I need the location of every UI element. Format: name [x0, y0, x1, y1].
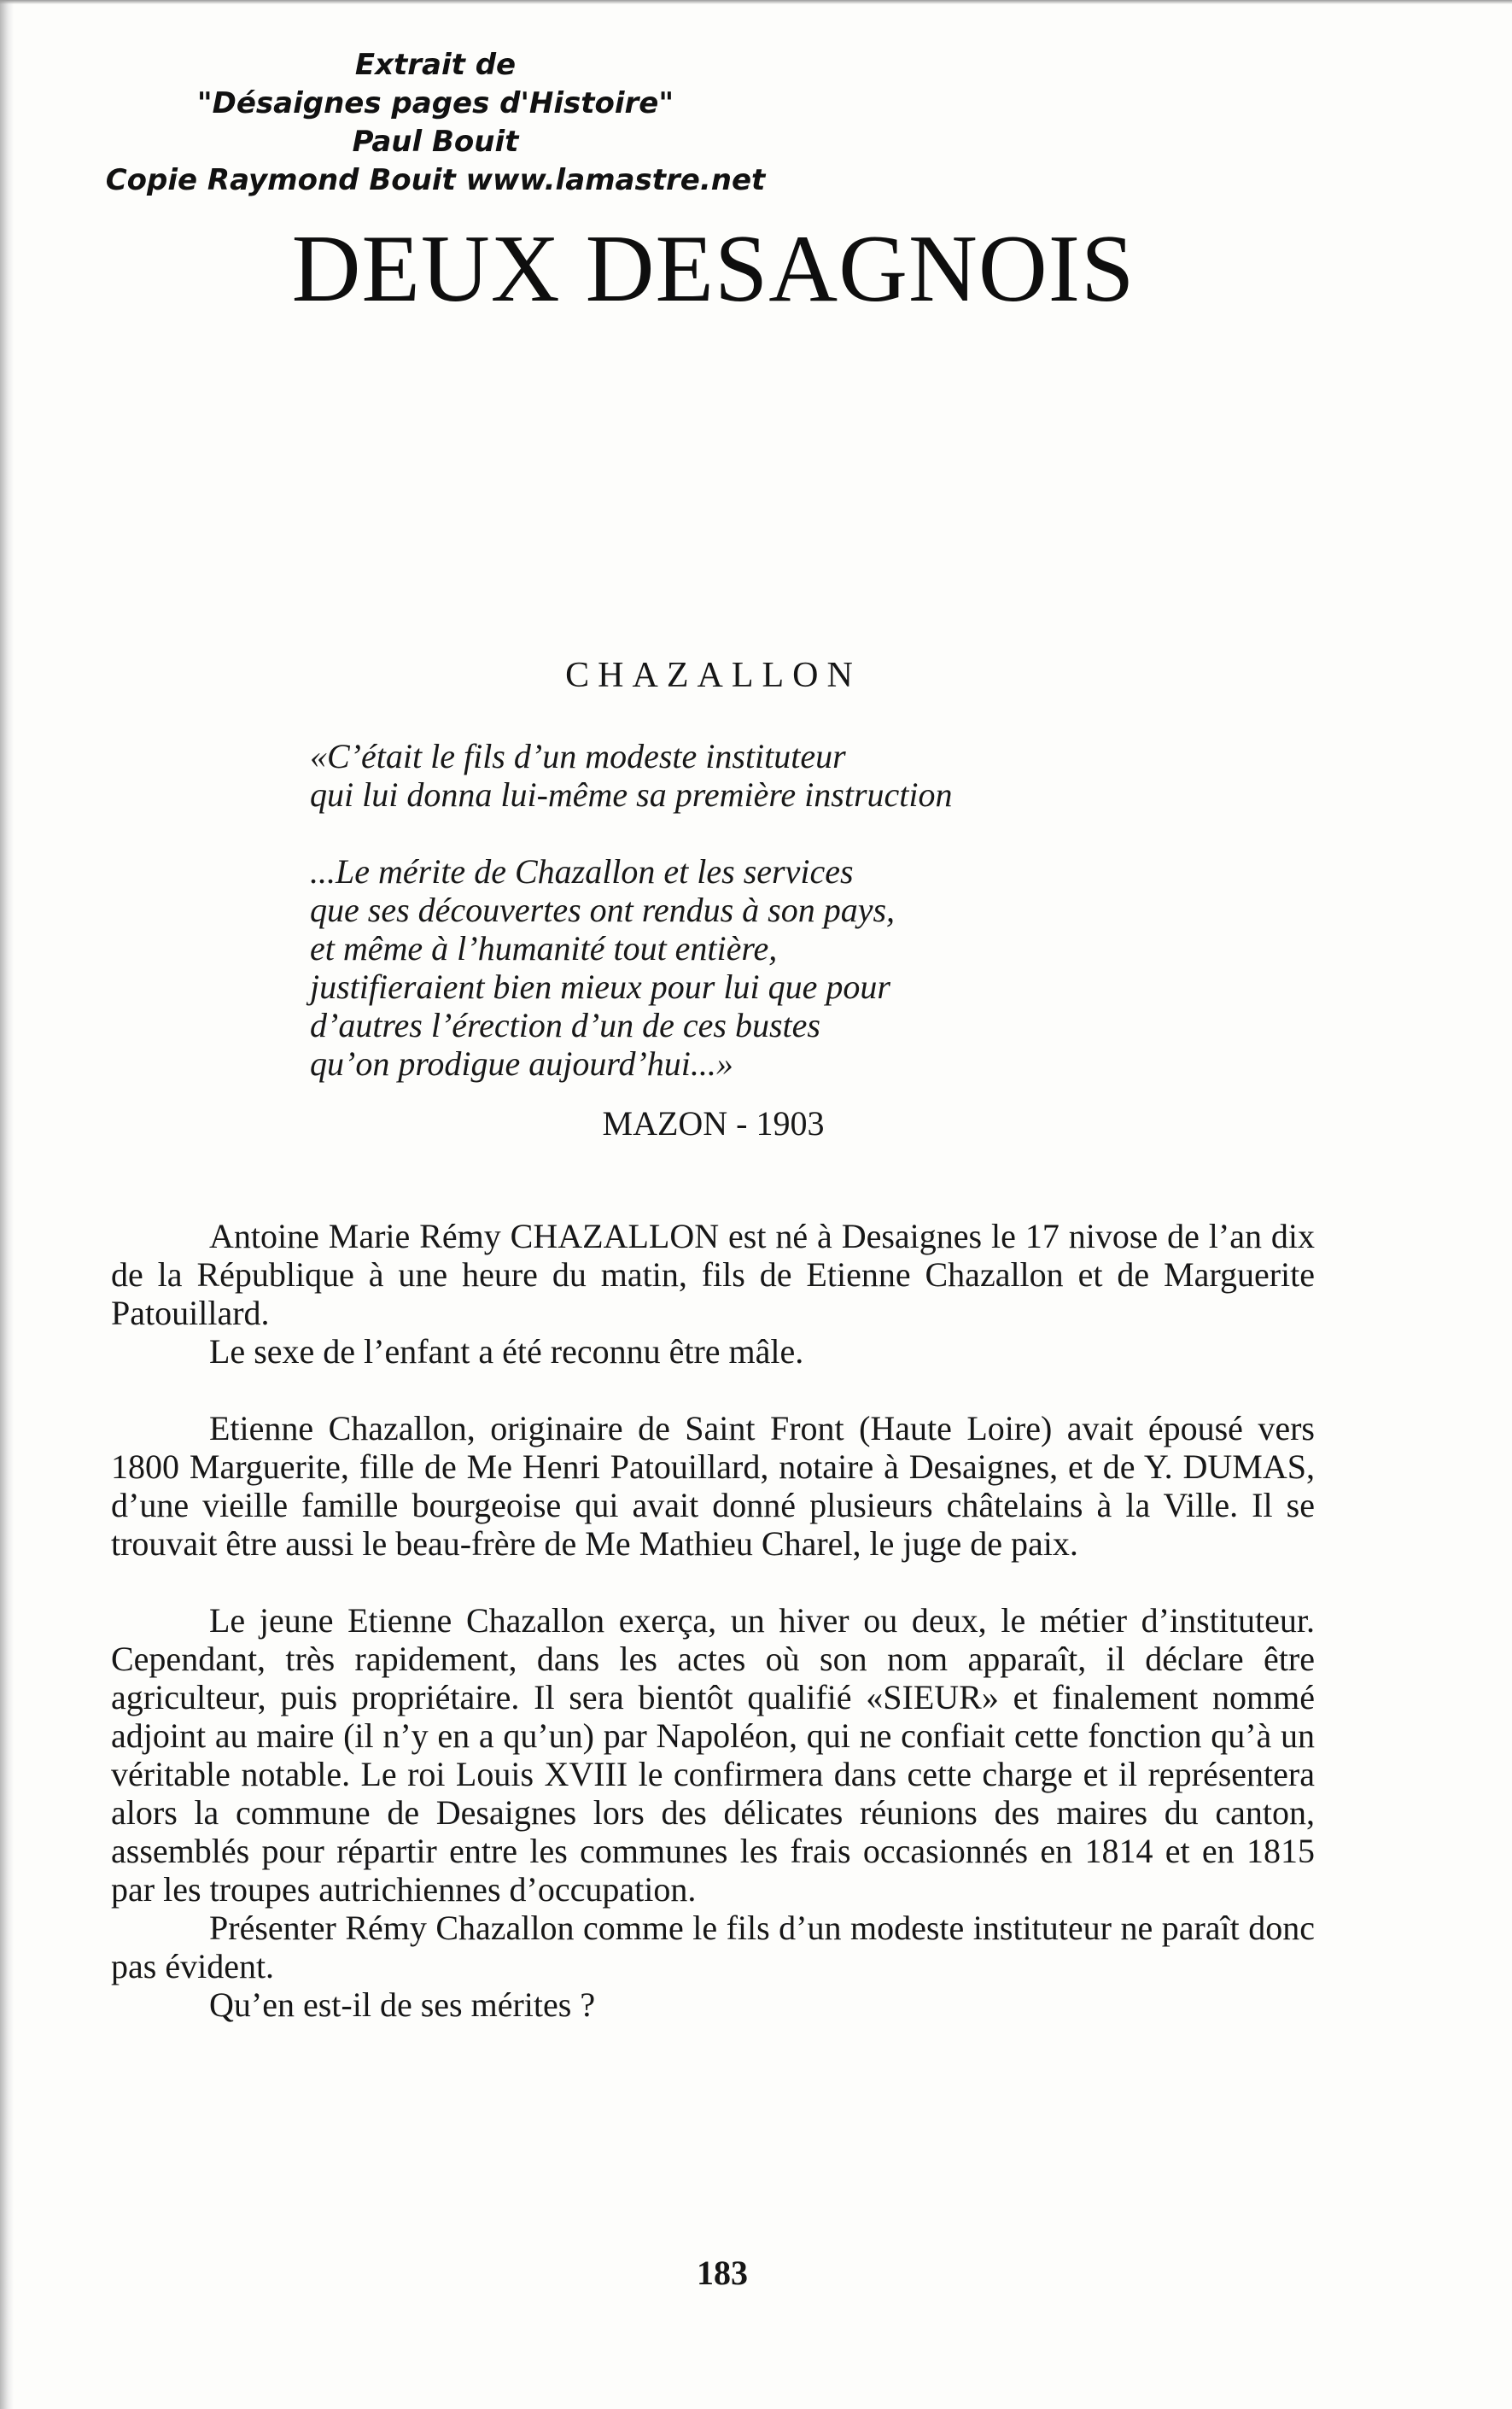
epigraph-line: qui lui donna lui-même sa première instruction — [310, 775, 953, 814]
epigraph-line: que ses découvertes ont rendus à son pays, — [310, 891, 896, 929]
credit-line-extract: Extrait de — [354, 48, 517, 82]
paragraph-parents: Etienne Chazallon, originaire de Saint Front (Haute Loire) avait épousé vers 1800 Marguerite, fille de Me Henri Patouillard, notaire à Desaignes, et de Y. DUMAS, d’une vieille famille bourgeoise qui avait donné plusieurs châtelains à la Ville. Il se trouvait être aussi le beau-frère de Me Mathieu Charel, le juge de paix. — [111, 1409, 1315, 1563]
credit-line-book-title: "Désaignes pages d'Histoire" — [196, 86, 674, 120]
page-title: DEUX DESAGNOIS — [291, 216, 1135, 322]
paragraph-birth: Antoine Marie Rémy CHAZALLON est né à Desaignes le 17 nivose de l’an dix de la République à une heure du matin, fils de Etienne Chazallon et de Marguerite Patouillard. — [111, 1217, 1315, 1332]
epigraph-line: qu’on prodigue aujourd’hui...» — [310, 1044, 733, 1083]
page-top-shadow — [0, 0, 1512, 4]
section-heading: CHAZALLON — [565, 656, 861, 695]
epigraph-quote — [310, 737, 1164, 1083]
paragraph-father-career: Le jeune Etienne Chazallon exerça, un hiver ou deux, le métier d’instituteur. Cependant, très rapidement, dans les actes où son nom apparaît, il déclare être agriculteur, puis propriétaire. Il sera bientôt qualifié «SIEUR» et finalement nommé adjoint au maire (il n’y en a qu’un) par Napoléon, qui ne confiait cette fonction qu’à un véritable notable. Le roi Louis XVIII le confirmera dans cette charge et il représentera alors la commune de Desaignes lors des délicates réunions des maires du canton, assemblés pour répartir entre les communes les frais occasionnés en 1814 et en 1815 par les troupes autrichiennes d’occupation. — [111, 1601, 1315, 1909]
epigraph-line: et même à l’humanité tout entière, — [310, 929, 778, 968]
epigraph-line: «C’était le fils d’un modeste instituteur — [310, 737, 846, 775]
credit-line-copy: Copie Raymond Bouit www.lamastre.net — [105, 163, 766, 197]
source-credits — [34, 46, 837, 200]
epigraph-line: ...Le mérite de Chazallon et les services — [310, 852, 854, 891]
paragraph-merits: Qu’en est-il de ses mérites ? — [209, 1985, 596, 2024]
paragraph-question: Présenter Rémy Chazallon comme le fils d’un modeste instituteur ne paraît donc pas évident. — [111, 1909, 1315, 1985]
epigraph-line: justifieraient bien mieux pour lui que pour — [310, 968, 890, 1006]
epigraph-line: d’autres l’érection d’un de ces bustes — [310, 1006, 820, 1044]
epigraph-attribution: MAZON - 1903 — [602, 1104, 825, 1143]
page-number: 183 — [697, 2254, 748, 2292]
stanza-gap — [310, 814, 1164, 852]
paragraph-sex: Le sexe de l’enfant a été reconnu être mâle. — [209, 1332, 804, 1371]
credit-line-author: Paul Bouit — [352, 125, 519, 159]
page-binding-shadow — [0, 0, 14, 2409]
article-body — [111, 1217, 1315, 2024]
